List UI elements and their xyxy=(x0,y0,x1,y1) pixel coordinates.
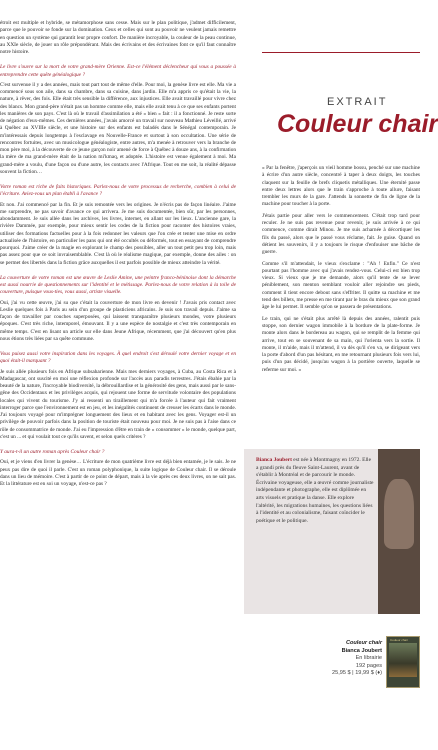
extract-paragraph: J'étais partie pour aller vers le commencement. C'était trop tard pour reculer. Je ne suis pas revenue pour revenir, je suis arrivée à ce qui commence, comme dirait Minou. Je me suis acharnée à décortiquer les fils du passé, alors que le passé vous réclame, fait. Je guise. Quand on détient les souvenirs, il y a toujours le risque d'enfouiser une bâche de guerre. xyxy=(262,212,420,256)
author-bio-text: est née à Montmagny en 1972. Elle a grandi près du fleuve Saint-Laurent, avant de s'établir à Montréal et de parcourir le monde. Écrivaine voyageuse, elle a œuvré comme journaliste indépendante et photographe, elle est diplômée en arts visuels et pratique la danse. Elle explore l'altérité, les migrations humaines, les questions liées à l'identité et au colonialisme, faisant coïncider le poétique et le politique. xyxy=(256,457,374,524)
extract-paragraph: « Par la fenêtre, j'aperçois un vieil homme bossu, penché sur une machine à écrire d'un autre siècle, concentré à taper à deux doigts, les touches claquent sur la feuille de brefs cliquetis métalliques. Une éternité passe entre deux lettres alors que le train s'approche à toute allure, faisant trembler les murs de la gare. J'attends la sonnette de fin de ligne de la machine pour toucher à la porte. xyxy=(262,165,420,208)
author-photo xyxy=(378,449,420,614)
book-info xyxy=(322,640,382,678)
book-price: 25,95 $ | 19,99 $ (♦) xyxy=(331,670,382,677)
interview-column xyxy=(0,20,238,750)
interview-answer: Oui, j'ai vu cette œuvre, j'ai su que c'était la couverture de mon livre en devenir ! J'avais pris contact avec Leslie quelques fois à Paris au sein d'un groupe de plasticiens africains. Je suis son travail depuis. J'aime sa façon de travailler par couches superposées, qui laissent transparaître plusieurs mondes, votre plusieurs époques. C'est très riche, intemporel, émouvant. Il y a une espèce de nostalgie et c'est très contemporain en même temps. C'est en lisant un article sur elle dans Jeune Afrique, récemment, que j'ai découvert qu'en plus nous étions très liées par sa quête commune. xyxy=(0,299,236,342)
author-bio xyxy=(256,457,374,525)
interview-question: Votre roman est riche de faits historiques. Parlez-nous de votre processus de recherche, combien à celui de l'écriture. Aviez-vous un plan établi à l'avance ? xyxy=(0,184,236,198)
interview-question: Y aura-t-il un autre roman après Couleur chair ? xyxy=(0,449,105,455)
extract-paragraph: Comme s'il m'attendait, le vieux s'exclame : "Ah ! Enfin." Ce n'est pourtant pas l'homme avec qui j'avais rendez-vous. Celui-ci est bien trop vieux. Si vieux que je me demande, alors qu'il tente de se lever péniblement, son menton semblant vouloir aller rejoindre ses pieds, comment il tient encore debout sans s'effriter. Il quitte sa machine et me tend des billets, me presse en me tirant par le bras du mieux que son grand âge le lui permet. Il semble qu'on se passera de présentations. xyxy=(262,260,420,311)
extract-paragraph: Le train, qui ne s'était plus arrêté là depuis des années, ralentit puis stoppe, son dernier wagon immobile à la bordure de la plate-forme. Je monte alors dans le bordereau au wagon, qui se remplit de la femme qui arrive, tout en se souvenant de sa main, qui l'orienta vers la sortie. Il monte, il m'aide, mais il m'attend, il va dès qu'il s'en va, se dirigeant vers la porte d'abord d'un pas hésitant, en me retournant plusieurs fois vers lui, puis d'un pas décidé, jusqu'au wagon à la portière ouverte, laquelle se referme sur moi. » xyxy=(262,315,420,373)
extract-body xyxy=(262,165,420,435)
interview-question: Le livre s'ouvre sur la mort de votre grand-mère Orienne. Est-ce l'élément déclencheur qui vous a poussée à entreprendre cette quête généalogique ? xyxy=(0,64,236,78)
interview-answer: Je suis allée plusieurs fois en Afrique subsaharienne. Mais mes derniers voyages, à Cuba, au Costa Rica et à Madagascar, ont suscité en moi une réflexion profonde sur l'accès aux paradis terrestres. J'étais ébahie par la beauté de la nature, l'incroyable biodiversité, la débrouillardise et la générosité des gens, mais aussi par le sans-gêne des Occidentaux et les privilèges acquis, qui rejouent une forme de servitude volontaire des populations locales qui vivent du tourisme. J'y ai ressenti un tiraillement qui m'a forcée à l'auteur qui fait vraiment interroger parce que l'environnement est en jeu, et les inégalités continuent de creuser les écarts dans le monde. J'ai toujours voyagé pour m'imprégner longuement des lieux et en habitant avec les gens. Voyager est-il un privilège de pouvoir parfois dans la position de touriste était nouveau pour moi. Je ne suis pas à l'aise dans ce rôle de consommatrice de monde. J'ai eu l'impression d'être en train de « consommer » le monde, quelque part, c'est un ... et qui voulait tout ce qu'ils savent, et selon quels critères ? xyxy=(0,368,236,440)
interview-question: Vous puisez aussi votre inspiration dans les voyages. À quel endroit s'est déroulé votre dernier voyage et en quoi était-il marquant ? xyxy=(0,351,236,365)
book-availability: En librairie xyxy=(355,655,382,662)
author-box xyxy=(244,449,420,614)
book-pages: 192 pages xyxy=(355,662,382,669)
interview-answer: Oui, et je viens d'en livrer la genèse… L'écriture de mon quatrième livre est déjà bien entamée, je le sais. Je ne peux pas dire de quoi il parle. C'est un roman polyphonique, la suite logique de Couleur chair. Il se déroule dans un lieu de mémoire. C'est à partir de ce point de départ, mais à la vie après ces deux livres, on ne sait pas. Et la littérature est en soi un voyage, n'est-ce pas ? xyxy=(0,459,236,487)
interview-answer: étroit est multiple et hybride, se métamorphose sans cesse. Mais sur le plan politique, j'admet difficilement, parce que le pouvoir se fonde sur la domination. Ceux et celles qui sont au pouvoir ne veulent jamais remettre en question un système qui garantit leur propre confort. De manière incroyable, la couleur de la peau continue, au XXIe siècle, de jouer un rôle prépondérant. Mais des écrivains et des écrivaines font ce qu'il faut connaître notre histoire. xyxy=(0,20,236,55)
interview-question: La couverture de votre roman est une œuvre de Leslie Amine, une peintre franco-béninoise dont la démarche est aussi nourrie de questionnements sur l'identité et le métissage. Parlez-nous de votre relation à la toile de couverture, puisque vous-ties, vous aussi, artiste visuelle. xyxy=(0,274,236,296)
book-author: Bianca Joubert xyxy=(341,647,382,654)
interview-answer: C'est survenue il y a des années, mais tout part tout de même d'elle. Pour moi, la genèse livre est elle. Ma vie a commencé sous son aile, dans sa chambre, dans sa cuisine, dans jardin. Elle m'a appris ce qu'était la vie, la nature, à rêver, des fois. Elle était très sensible la différence, aux injustices. Elle avait travaillé pour vivre chez des blancs. Mon grand-père n'était pas un homme comme elle, mais elle avait tenu à ce que ses enfants portent les manières de son pays. C'est là où le travail d'assimilation a été « bien » fait : il a fonctionné. Je reste sorte de négation d'eux-mêmes. Ces dernières années, j'avais amorcé un travail sur nouveau Mathieu Léveillé, arrivé à Québec au XVIIIe siècle, et une histoire sur des enfants est baladés dans le Sénégal contemporain. Je m'intéressais depuis longtemps à l'esclavage en Nouvelle-France et surtout à son occultation. Une série de rencontres fortuites, avec un musicologue généalogiste, entre autres, m'a menée à retrouver vers la branche de mon père moi, à la découverte de ce jeune garçon noir amené de force à Québec à douze ans, à la confirmation la mère de ma grand-mère était de la nation mi'kmaq, et adoptée. L'histoire est venue également à moi. Ma grand-mère a voulu, d'une façon ou d'une autre, les contacts avec l'Afrique. Tout en me soit, la réalité dépasse souvent la fiction… xyxy=(0,81,236,175)
book-cover-image xyxy=(386,636,420,688)
divider-line xyxy=(262,52,420,53)
book-title: Couleur chair xyxy=(345,640,382,646)
extract-label: EXTRAIT xyxy=(327,96,388,108)
extract-title: Couleur chair xyxy=(277,110,438,138)
author-name: Bianca Joubert xyxy=(256,457,292,463)
interview-answer: Et non. J'ai commencé par la fin. Et je suis remontée vers les origines. Je n'écris pas de façon linéaire. J'aime me surprendre, ne pas savoir d'avance ce qui arrivera. Je me suis documentée, bien sûr, par les personnes, abondamment. Je suis allée dans les archives, les livres, internet, en allant sur les lieux. L'ancienne gare, la rivière Dammée, par exemple, pour mieux sentir les codes de la fiction pour raconter des histoires vraies, utiliser des formations factuelles pour à la fois redonner les valeurs que l'on crée et tenter une mise en ordre actualisée de l'histoire, en particulier les pans qui ont été occultés ou déformés, tout en essayant de comprendre pourquoi. J'aime créer de la magie en explorant le champ des possibles, aller un tout petit peu trop loin, mais pas assez pour que ce soit invraisemblable. C'est là où le réalisme magique, par exemple, donne des ailes : on se permet des libertés dans la fiction grâce auxquelles il est parfois possible de mieux atteindre la vérité. xyxy=(0,201,236,266)
book-cover-title: Couleur chair xyxy=(390,638,408,642)
